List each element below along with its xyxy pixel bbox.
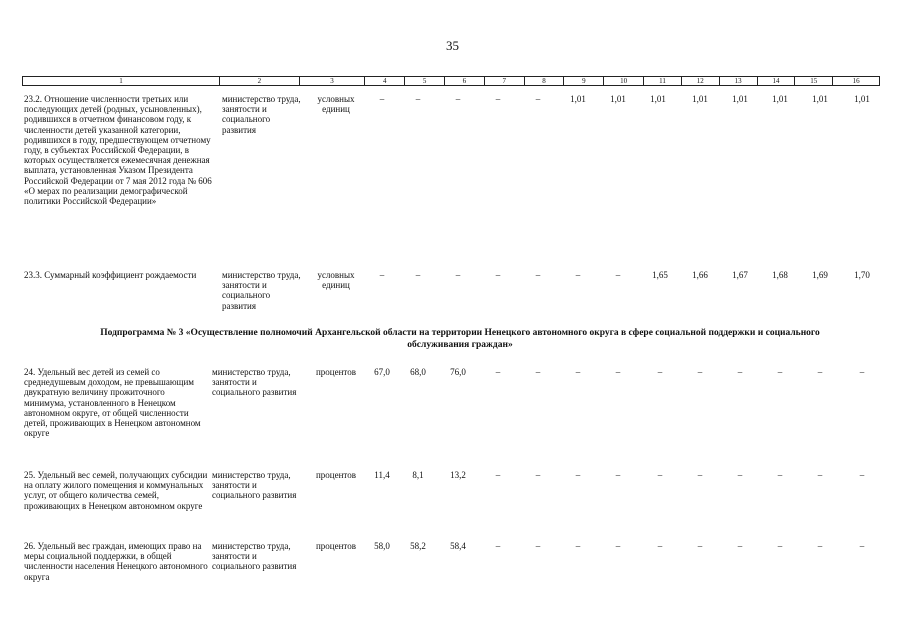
header-cell: 6 (445, 77, 485, 85)
value-cell: 1,68 (772, 270, 788, 280)
header-cell: 14 (758, 77, 796, 85)
value-cell: 1,01 (732, 94, 748, 104)
value-cell: – (455, 94, 461, 104)
value-cell: – (615, 470, 621, 480)
value-cell: 11,4 (374, 470, 390, 480)
header-cell: 16 (852, 77, 860, 85)
executor-cell: министерство труда, занятости и социального развития (212, 541, 297, 572)
value-cell: – (575, 541, 581, 551)
header-cell: 13 (720, 77, 758, 85)
value-cell: – (615, 270, 621, 280)
value-cell: – (495, 367, 501, 377)
indicator-cell: 26. Удельный вес граждан, имеющих право на меры социальной поддержки, в общей численности населения Ненецкого автономного округа (24, 541, 208, 582)
value-cell: – (379, 270, 385, 280)
header-cell: 4 (365, 77, 405, 85)
value-cell: – (615, 367, 621, 377)
value-cell: 1,70 (854, 270, 870, 280)
value-cell: – (495, 94, 501, 104)
value-cell: – (415, 94, 421, 104)
value-cell: – (535, 470, 541, 480)
value-cell: – (379, 94, 385, 104)
value-cell: – (535, 367, 541, 377)
value-cell: 1,01 (692, 94, 708, 104)
column-number-header (22, 76, 880, 86)
value-cell: – (575, 367, 581, 377)
value-cell: 1,66 (692, 270, 708, 280)
unit-cell: процентов (315, 541, 356, 551)
value-cell: – (697, 367, 703, 377)
header-cell: 8 (525, 77, 565, 85)
unit-cell: условных единиц (317, 94, 355, 115)
executor-cell: министерство труда, занятости и социального развития (212, 367, 297, 398)
value-cell: – (657, 470, 663, 480)
value-cell: 1,01 (650, 94, 666, 104)
value-cell: – (777, 541, 783, 551)
value-cell: – (737, 470, 743, 480)
unit-cell: условных единиц (317, 270, 355, 291)
value-cell: – (859, 470, 865, 480)
value-cell: – (817, 470, 823, 480)
value-cell: 1,01 (854, 94, 870, 104)
value-cell: – (737, 367, 743, 377)
unit-cell: процентов (315, 470, 356, 480)
header-cell: 9 (564, 77, 604, 85)
value-cell: – (817, 541, 823, 551)
executor-cell: министерство труда, занятости и социального развития (222, 94, 301, 135)
value-cell: 1,01 (772, 94, 788, 104)
value-cell: – (859, 541, 865, 551)
value-cell: 8,1 (412, 470, 424, 480)
value-cell: – (495, 541, 501, 551)
value-cell: – (817, 367, 823, 377)
value-cell: 76,0 (450, 367, 466, 377)
value-cell: – (535, 94, 541, 104)
indicator-cell: 23.3. Суммарный коэффициент рождаемости (24, 270, 197, 280)
value-cell: 58,4 (450, 541, 466, 551)
value-cell: – (737, 541, 743, 551)
value-cell: – (697, 470, 703, 480)
header-cell: 2 (220, 77, 300, 85)
value-cell: 58,2 (410, 541, 426, 551)
unit-cell: процентов (315, 367, 356, 377)
value-cell: 58,0 (374, 541, 390, 551)
value-cell: 1,67 (732, 270, 748, 280)
value-cell: – (415, 270, 421, 280)
value-cell: 13,2 (450, 470, 466, 480)
value-cell: 67,0 (374, 367, 390, 377)
executor-cell: министерство труда, занятости и социального развития (222, 270, 301, 311)
executor-cell: министерство труда, занятости и социального развития (212, 470, 297, 501)
header-cell: 1 (23, 77, 220, 85)
value-cell: – (615, 541, 621, 551)
value-cell: – (495, 270, 501, 280)
value-cell: – (575, 470, 581, 480)
header-cell: 12 (682, 77, 720, 85)
header-cell: 15 (795, 77, 833, 85)
value-cell: – (657, 541, 663, 551)
value-cell: 1,01 (610, 94, 626, 104)
value-cell: 1,65 (652, 270, 668, 280)
header-cell: 3 (300, 77, 366, 85)
value-cell: – (455, 270, 461, 280)
value-cell: – (777, 470, 783, 480)
value-cell: – (495, 470, 501, 480)
header-cell: 10 (604, 77, 644, 85)
value-cell: – (575, 270, 581, 280)
header-cell: 5 (405, 77, 445, 85)
subprogram-title: Подпрограмма № 3 «Осуществление полномочий Архангельской области на территории Ненецкого автономного округа в сфере социальной поддержки и социального обслуживания граждан» (100, 328, 820, 350)
header-cell: 11 (644, 77, 682, 85)
value-cell: 1,01 (570, 94, 586, 104)
value-cell: 1,69 (812, 270, 828, 280)
value-cell: – (657, 367, 663, 377)
value-cell: – (535, 270, 541, 280)
indicator-cell: 23.2. Отношение численности третьих или последующих детей (родных, усыновленных), родившихся в отчетном финансовом году, к численности детей указанной категории, родившихся в году, предшествующем отчетному году, в субъектах Российской Федерации, в которых осуществляется ежемесячная денежная выплата, установленная Указом Президента Российской Федерации от 7 мая 2012 года № 606 «О мерах по реализации демографической политики Российской Федерации» (24, 94, 212, 207)
value-cell: 1,01 (812, 94, 828, 104)
value-cell: – (535, 541, 541, 551)
value-cell: – (859, 367, 865, 377)
page-number: 35 (446, 38, 459, 53)
value-cell: – (697, 541, 703, 551)
value-cell: 68,0 (410, 367, 426, 377)
indicator-cell: 25. Удельный вес семей, получающих субсидии на оплату жилого помещения и коммунальных услуг, от общего количества семей, проживающих в Ненецком автономном округе (24, 470, 208, 511)
value-cell: – (777, 367, 783, 377)
indicator-cell: 24. Удельный вес детей из семей со среднедушевым доходом, не превышающим двукратную величину прожиточного минимума, установленного в Ненецком автономном округе, от общей численности детей, проживающих в Ненецком автономном округе (24, 367, 201, 439)
header-cell: 7 (485, 77, 525, 85)
